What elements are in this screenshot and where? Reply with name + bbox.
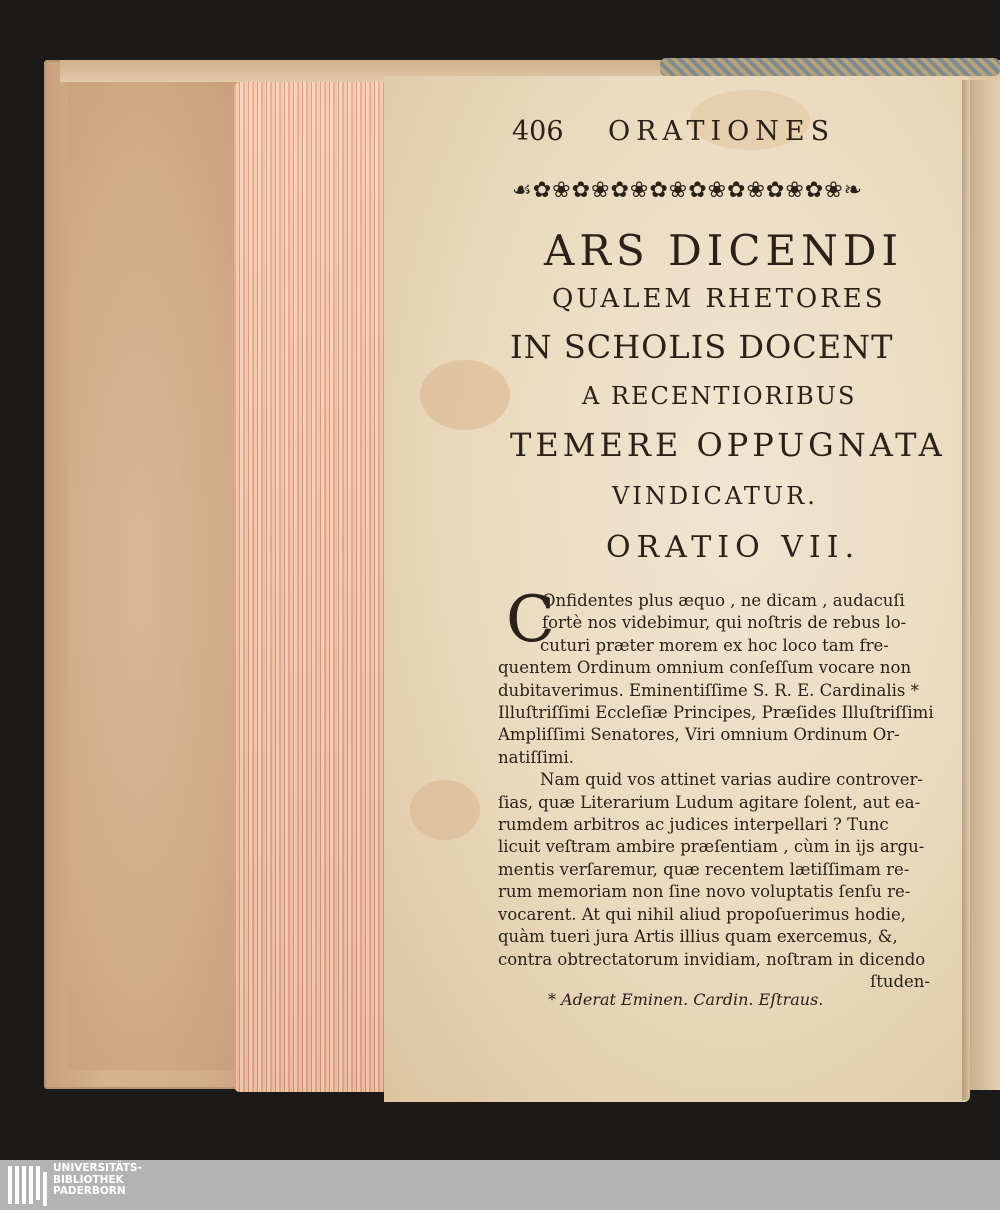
text-line: Ampliſſimi Senatores, Viri omnium Ordinum Or- (498, 725, 900, 745)
title-line-6: VINDICATUR. (612, 482, 818, 510)
text-line: Illuſtriſſimi Eccleſiæ Principes, Præſides Illuſtriſſimi (498, 703, 934, 723)
drop-cap: C (506, 583, 555, 657)
text-line: ſias, quæ Literarium Ludum agitare ſolent, aut ea- (498, 792, 921, 812)
footer-bar (0, 1160, 1000, 1210)
logo-line: BIBLIOTHEK (53, 1173, 124, 1186)
text-line: natiſſimi. (498, 747, 575, 767)
title-line-2: QUALEM RHETORES (552, 284, 886, 314)
text-line: cuturi præter morem ex hoc loco tam fre- (540, 635, 889, 655)
text-line: mentis verſaremur, quæ recentem lætiſſimam re- (498, 859, 910, 879)
title-line-4: A RECENTIORIBUS (582, 382, 857, 410)
text-line: fortè nos videbimur, qui noſtris de rebus lo- (542, 613, 907, 633)
text-line: dubitaverimus. Eminentiſſime S. R. E. Cardinalis * (498, 680, 919, 700)
library-logo-text (53, 1163, 142, 1198)
text-line: rumdem arbitros ac judices interpellari ? Tunc (498, 815, 889, 835)
ornament-band: ☙✿❀✿❀✿❀✿❀✿❀✿❀✿❀✿❀❧ (512, 178, 864, 203)
foxing-stain (410, 780, 480, 840)
logo-line: PADERBORN (53, 1185, 126, 1197)
footnote: * Aderat Eminen. Cardin. Eſtraus. (548, 990, 824, 1009)
title-line-1: ARS DICENDI (544, 226, 904, 275)
text-line: vocarent. At qui nihil aliud propoſuerimus hodie, (498, 904, 907, 924)
title-line-5: TEMERE OPPUGNATA (510, 426, 946, 464)
title-line-3: IN SCHOLIS DOCENT (510, 328, 894, 366)
running-title: ORATIONES (608, 116, 836, 147)
book-headband (660, 58, 1000, 76)
text-line: rum memoriam non ſine novo voluptatis ſenſu re- (498, 882, 911, 902)
text-line: Nam quid vos attinet varias audire controver- (540, 770, 923, 790)
text-line: contra obtrectatorum invidiam, noſtram in dicendo (498, 949, 926, 969)
foxing-stain (420, 360, 510, 430)
body-text (498, 583, 954, 993)
text-line: quàm tueri jura Artis illius quam exercemus, &, (498, 927, 898, 947)
book-gutter (962, 80, 972, 1100)
running-head (512, 116, 835, 147)
catchword: ſtuden- (870, 971, 930, 991)
logo-line: UNIVERSITÄTS- (53, 1162, 142, 1174)
oratio-heading: ORATIO VII. (606, 530, 861, 565)
book-cover-inner (68, 78, 248, 1070)
page-number: 406 (512, 116, 564, 147)
text-line: licuit veſtram ambire præſentiam , cùm in ijs argu- (498, 837, 925, 857)
text-line: Onfidentes plus æquo , ne dicam , audacuſi (542, 591, 905, 610)
library-logo-icon (8, 1164, 48, 1206)
text-line: quentem Ordinum omnium conſeſſum vocare non (498, 658, 912, 678)
